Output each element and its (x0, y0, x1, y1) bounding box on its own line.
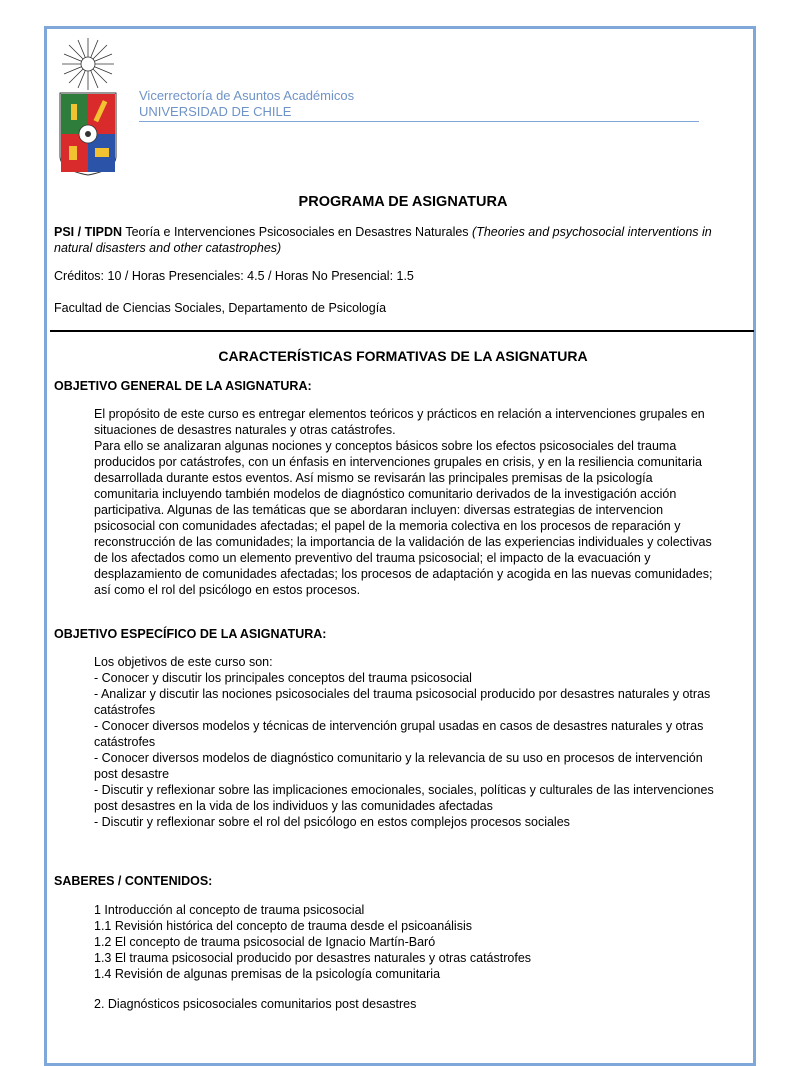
list-item: - Discutir y reflexionar sobre el rol del psicólogo en estos complejos procesos sociales (94, 815, 570, 829)
list-item: 1.3 El trauma psicosocial producido por desastres naturales y otras catástrofes (94, 951, 532, 965)
objetivo-general-paragraph: Para ello se analizaran algunas nociones y conceptos básicos sobre los efectos psicosociales del trauma producidos por catástrofes, con un énfasis en intervenciones grupales en crisis, y en la resiliencia comunitaria desarrollada durante estos eventos. Así mismo se revisarán las principales premisas de la psicología comunitaria incluyendo también modelos de diagnóstico comunitario derivados de la investigación acción participativa. Algunas de las temáticas que se abordaran incluyen: diversas estrategias de intervencion psicosocial con comunidades afectadas; el papel de la memoria colectiva en los procesos de reparación y reconstrucción de las comunidades; la importancia de la validación de las experiencias individuales y colectivas de los afectados como un elemento preventivo del trauma psicosocial; el impacto de la evacuación y desplazamiento de comunidades afectadas; los procesos de adaptación y acogida en las nuevas comunidades; así como el rol del psicólogo en estos procesos. (94, 439, 713, 597)
credits-info: Créditos: 10 / Horas Presenciales: 4.5 / Horas No Presencial: 1.5 (54, 269, 414, 283)
faculty-info: Facultad de Ciencias Sociales, Departamento de Psicología (54, 301, 387, 315)
list-item: - Discutir y reflexionar sobre las implicaciones emocionales, sociales, políticas y culturales de las intervenciones post desastres en la vida de los individuos y las comunidades afectadas (94, 783, 714, 813)
objetivo-general-heading: OBJETIVO GENERAL DE LA ASIGNATURA: (54, 379, 312, 393)
university-name: UNIVERSIDAD DE CHILE (139, 104, 292, 119)
list-item: 1.1 Revisión histórica del concepto de trauma desde el psicoanálisis (94, 919, 472, 933)
page-title: PROGRAMA DE ASIGNATURA (298, 194, 508, 210)
vicerrectoria-text: Vicerrectoría de Asuntos Académicos (139, 88, 355, 103)
list-item: 2. Diagnósticos psicosociales comunitarios post desastres (94, 997, 417, 1011)
header-divider (139, 121, 699, 122)
course-name-en: (Theories and psychosocial interventions in natural disasters and other catastrophes) (54, 225, 712, 255)
institution-header (139, 88, 354, 120)
list-item: 1 Introducción al concepto de trauma psicosocial (94, 903, 365, 917)
list-item: 1.4 Revisión de algunas premisas de la psicología comunitaria (94, 967, 441, 981)
objetivo-general-text (94, 406, 714, 598)
list-item: - Conocer diversos modelos y técnicas de intervención grupal usadas en casos de desastres naturales y otras catástrofes (94, 719, 704, 749)
saberes-unit-1 (94, 902, 714, 982)
university-coat-of-arms-logo (59, 38, 117, 176)
course-code: PSI / TIPDN (54, 225, 123, 239)
list-item: - Conocer y discutir los principales conceptos del trauma psicosocial (94, 671, 472, 685)
section-title: CARACTERÍSTICAS FORMATIVAS DE LA ASIGNATURA (218, 348, 588, 364)
course-title (54, 224, 752, 256)
objetivo-especifico-list (94, 654, 714, 830)
saberes-unit-2 (94, 996, 714, 1012)
list-item: - Analizar y discutir las nociones psicosociales del trauma psicosocial producido por desastres naturales y otras catástrofes (94, 687, 711, 717)
course-name-es: Teoría e Intervenciones Psicosociales en Desastres Naturales (122, 225, 473, 239)
objetivo-especifico-heading: OBJETIVO ESPECÍFICO DE LA ASIGNATURA: (54, 627, 327, 641)
list-item: Los objetivos de este curso son: (94, 655, 273, 669)
list-item: 1.2 El concepto de trauma psicosocial de Ignacio Martín-Baró (94, 935, 436, 949)
list-item: - Conocer diversos modelos de diagnóstico comunitario y la relevancia de su uso en procesos de intervención post desastre (94, 751, 703, 781)
section-divider (50, 330, 754, 332)
saberes-heading: SABERES / CONTENIDOS: (54, 874, 213, 888)
objetivo-general-paragraph: El propósito de este curso es entregar elementos teóricos y prácticos en relación a intervenciones grupales en situaciones de desastres naturales y otras catástrofes. (94, 407, 705, 437)
